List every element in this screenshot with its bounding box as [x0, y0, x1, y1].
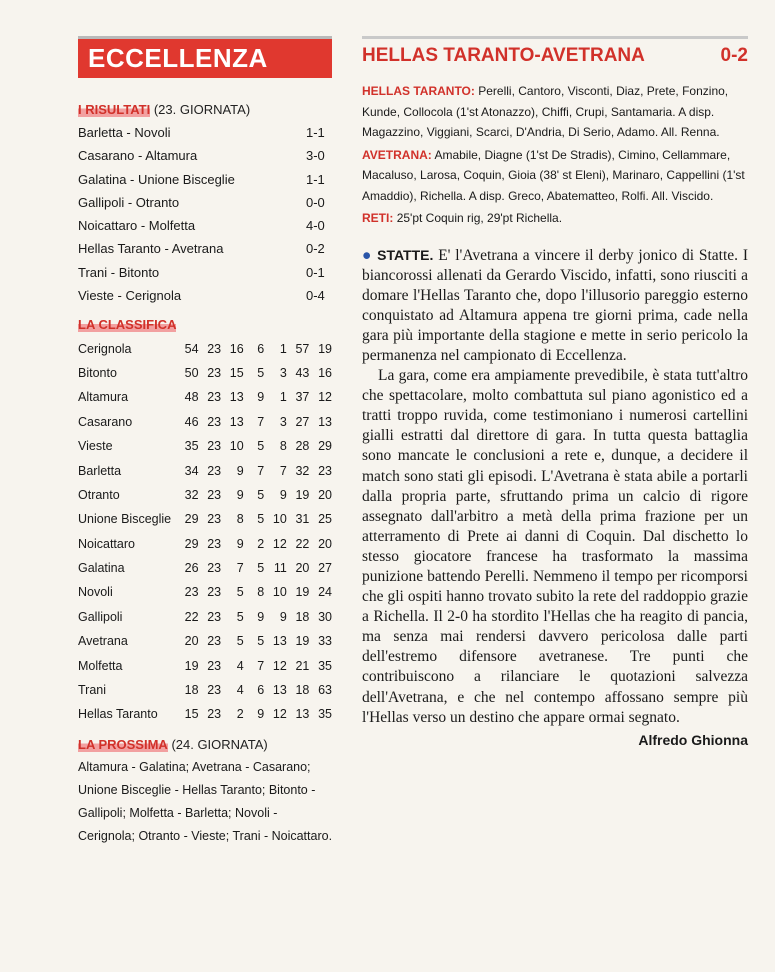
- stat-cell: 20: [318, 487, 332, 502]
- team-name: Trani: [78, 683, 107, 698]
- away-team-label: AVETRANA:: [362, 147, 432, 162]
- standings-row: [78, 580, 332, 604]
- article-paragraph-2: La gara, come era ampiamente prevedibile, è stata tutt'altro che spettacolare, molto combattuta sul piano agonistico ed a tratti troppo ruvida, come testimoniano i numerosi cartellini gialli estratti dal direttore di gara. In tutta questa battaglia sono mancate le conclusioni a rete e, dunque, a decidere il match sono stati gli episodi. L'Avetrana è stata abile a portarli dalla propria parte, sfruttando prima un calcio di rigore assegnato dall'arbitro a metà della prima frazione per un atterramento di Prete ai danni di Coquin. Dal dischetto lo stesso giocatore francese ha trasformato la massima punizione battendo Perelli. Nemmeno il tempo per ricomporsi che gli ospiti hanno trovato subito la rete del raddoppio grazie a Richella. Il 2-0 ha stordito l'Hellas che ha reagito di pancia, ma senza mai rendersi davvero pericolosa dalle parti dell'estremo difensore avetranese. Tre punti che contribuiscono a rilanciare le quotazioni salvezza dell'Avetrana, e che nel contempo affossano sempre più l'Hellas verso un destino che appare ormai segnato.: [362, 367, 748, 726]
- team-name: Novoli: [78, 585, 113, 600]
- stat-cell: 8: [257, 585, 265, 600]
- team-name: Otranto: [78, 487, 120, 502]
- stat-cell: 5: [236, 634, 244, 649]
- stat-cell: 19: [295, 634, 310, 649]
- stat-cell: 6: [257, 341, 265, 356]
- stat-cell: 1: [279, 390, 287, 405]
- stat-cell: 33: [318, 634, 332, 649]
- standings-row: [78, 653, 332, 677]
- stat-cell: 26: [184, 561, 199, 576]
- stat-cell: 23: [207, 561, 222, 576]
- league-banner: ECCELLENZA: [78, 36, 332, 78]
- result-score: 1-1: [306, 125, 325, 140]
- stat-cell: 23: [207, 683, 222, 698]
- stat-cell: 29: [318, 439, 332, 454]
- stat-cell: 13: [229, 414, 244, 429]
- standings-row: [78, 678, 332, 702]
- stat-cell: 7: [257, 463, 265, 478]
- team-name: Casarano: [78, 414, 133, 429]
- match-title: HELLAS TARANTO-AVETRANA: [362, 45, 645, 66]
- next-round: (24. GIORNATA): [171, 736, 268, 752]
- result-teams: Casarano - Altamura: [78, 148, 198, 164]
- right-column: [362, 36, 748, 750]
- result-row: [78, 191, 336, 214]
- standings-row: [78, 532, 332, 556]
- stat-cell: 3: [279, 414, 287, 429]
- standings-title: LA CLASSIFICA: [78, 317, 177, 333]
- stat-cell: 29: [184, 536, 199, 551]
- stat-cell: 32: [184, 487, 199, 502]
- stat-cell: 31: [295, 512, 310, 527]
- stat-cell: 23: [207, 707, 222, 722]
- home-lineup: Perelli, Cantoro, Visconti, Diaz, Prete, Fonzino, Kunde, Collocola (1'st Atonazzo), Chiffi, Crupi, Santamaria. A disp. Magazzino, Viggiani, Scarci, D'Andria, Di Serio, Adamo. All. Renna.: [362, 84, 729, 139]
- stat-cell: 23: [207, 658, 222, 673]
- stat-cell: 18: [295, 683, 310, 698]
- standings-table: [78, 336, 332, 726]
- stat-cell: 10: [272, 585, 287, 600]
- stat-cell: 27: [295, 414, 310, 429]
- stat-cell: 50: [184, 365, 199, 380]
- match-score: 0-2: [720, 45, 748, 66]
- stat-cell: 5: [257, 512, 265, 527]
- stat-cell: 20: [184, 634, 199, 649]
- result-teams: Gallipoli - Otranto: [78, 194, 180, 210]
- result-score: 3-0: [306, 148, 325, 164]
- stat-cell: 35: [318, 658, 332, 673]
- stat-cell: 23: [207, 390, 222, 405]
- standings-row: [78, 702, 332, 726]
- stat-cell: 23: [207, 414, 222, 429]
- standings-row: [78, 434, 332, 458]
- stat-cell: 23: [207, 341, 222, 356]
- stat-cell: 30: [318, 609, 332, 624]
- stat-cell: 22: [295, 536, 310, 551]
- team-name: Noicattaro: [78, 536, 135, 551]
- stat-cell: 15: [229, 365, 244, 380]
- dateline: STATTE.: [377, 246, 434, 263]
- team-name: Vieste: [78, 439, 113, 454]
- goals-label: RETI:: [362, 211, 394, 225]
- stat-cell: 10: [272, 512, 287, 527]
- results-title: I RISULTATI: [78, 102, 151, 117]
- stat-cell: 5: [236, 609, 244, 624]
- stat-cell: 20: [318, 536, 332, 551]
- stat-cell: 18: [184, 683, 199, 698]
- result-teams: Hellas Taranto - Avetrana: [78, 241, 224, 257]
- stat-cell: 8: [236, 512, 244, 527]
- stat-cell: 35: [184, 439, 199, 454]
- result-row: [78, 284, 336, 307]
- stat-cell: 9: [257, 707, 265, 722]
- stat-cell: 9: [279, 487, 287, 502]
- stat-cell: 29: [184, 512, 199, 527]
- stat-cell: 9: [236, 487, 244, 502]
- stat-cell: 13: [229, 390, 244, 405]
- stat-cell: 23: [207, 634, 222, 649]
- stat-cell: 23: [207, 365, 222, 380]
- stat-cell: 2: [236, 707, 244, 722]
- left-column: [78, 36, 336, 848]
- standings-row: [78, 361, 332, 385]
- stat-cell: 6: [257, 683, 265, 698]
- stat-cell: 57: [295, 341, 310, 356]
- standings-row: [78, 385, 332, 409]
- result-row: [78, 168, 336, 191]
- stat-cell: 43: [295, 365, 310, 380]
- stat-cell: 46: [184, 414, 199, 429]
- stat-cell: 23: [207, 463, 222, 478]
- result-score: 0-2: [306, 241, 325, 257]
- result-score: 0-1: [306, 264, 325, 280]
- paragraph-1-text: E' l'Avetrana a vincere il derby jonico di Statte. I biancorossi allenati da Gerardo Viscido, infatti, sono riusciti a domare l'Hellas Taranto che, dopo l'illusorio pareggio esterno conquistato ad Altamura appena tre giorni prima, cade nella gara più importante della stagione e mette in serio pericolo la permanenza nel campionato di Eccellenza.: [362, 246, 748, 364]
- standings-row: [78, 336, 332, 360]
- result-teams: Galatina - Unione Bisceglie: [78, 171, 235, 187]
- next-heading: [78, 737, 336, 752]
- result-teams: Noicattaro - Molfetta: [78, 218, 196, 234]
- home-team-label: HELLAS TARANTO:: [362, 84, 475, 98]
- stat-cell: 1: [279, 341, 287, 356]
- result-teams: Vieste - Cerignola: [78, 288, 182, 304]
- stat-cell: 19: [318, 341, 332, 356]
- team-name: Galatina: [78, 561, 125, 576]
- stat-cell: 9: [236, 536, 244, 551]
- match-header: [362, 36, 748, 67]
- stat-cell: 13: [272, 683, 287, 698]
- stat-cell: 5: [257, 439, 265, 454]
- stat-cell: 5: [236, 585, 244, 600]
- stat-cell: 3: [279, 365, 287, 380]
- stat-cell: 23: [207, 536, 222, 551]
- stat-cell: 23: [207, 609, 222, 624]
- team-name: Unione Bisceglie: [78, 512, 172, 527]
- result-row: [78, 121, 336, 144]
- stat-cell: 23: [207, 585, 222, 600]
- team-name: Altamura: [78, 390, 129, 405]
- stat-cell: 37: [295, 390, 310, 405]
- stat-cell: 23: [207, 487, 222, 502]
- stat-cell: 34: [184, 463, 199, 478]
- stat-cell: 9: [279, 609, 287, 624]
- stat-cell: 16: [229, 341, 244, 356]
- stat-cell: 5: [257, 561, 265, 576]
- stat-cell: 12: [318, 390, 332, 405]
- stat-cell: 54: [184, 341, 199, 356]
- stat-cell: 7: [257, 414, 265, 429]
- stat-cell: 9: [236, 463, 244, 478]
- stat-cell: 16: [318, 365, 332, 380]
- stat-cell: 19: [295, 585, 310, 600]
- stat-cell: 19: [295, 487, 310, 502]
- stat-cell: 9: [257, 609, 265, 624]
- team-name: Molfetta: [78, 658, 123, 673]
- stat-cell: 35: [318, 707, 332, 722]
- standings-heading: [78, 317, 336, 332]
- lineups: [362, 81, 748, 229]
- stat-cell: 23: [207, 439, 222, 454]
- stat-cell: 18: [295, 609, 310, 624]
- stat-cell: 22: [184, 609, 199, 624]
- stat-cell: 48: [184, 390, 199, 405]
- stat-cell: 12: [272, 536, 287, 551]
- home-lineup-block: [362, 81, 748, 143]
- stat-cell: 25: [318, 512, 332, 527]
- team-name: Bitonto: [78, 365, 117, 380]
- standings-row: [78, 483, 332, 507]
- stat-cell: 13: [318, 414, 332, 429]
- standings-row: [78, 458, 332, 482]
- stat-cell: 20: [295, 561, 310, 576]
- stat-cell: 23: [207, 512, 222, 527]
- stat-cell: 27: [318, 561, 332, 576]
- stat-cell: 24: [318, 585, 332, 600]
- stat-cell: 32: [295, 463, 310, 478]
- team-name: Hellas Taranto: [78, 707, 158, 722]
- result-score: 1-1: [306, 171, 325, 187]
- result-score: 4-0: [306, 218, 325, 234]
- standings-row: [78, 629, 332, 653]
- stat-cell: 12: [272, 658, 287, 673]
- standings-row: [78, 556, 332, 580]
- away-lineup: Amabile, Diagne (1'st De Stradis), Cimino, Cellammare, Macaluso, Larosa, Coquin, Gioia (38' st Eleni), Marinaro, Cappellini (1'st Amaddio), Richella. A disp. Greco, Abatematteo, Rolfi. All. Viscido.: [362, 147, 745, 203]
- result-teams: Barletta - Novoli: [78, 125, 171, 140]
- stat-cell: 9: [257, 390, 265, 405]
- team-name: Avetrana: [78, 634, 128, 649]
- author-byline: Alfredo Ghionna: [638, 731, 748, 748]
- away-lineup-block: [362, 145, 748, 207]
- stat-cell: 4: [236, 658, 244, 673]
- results-heading: [78, 102, 336, 117]
- results-round: (23. GIORNATA): [153, 102, 251, 117]
- standings-row: [78, 605, 332, 629]
- stat-cell: 4: [236, 683, 244, 698]
- stat-cell: 21: [295, 658, 310, 673]
- result-score: 0-4: [306, 288, 325, 304]
- result-row: [78, 237, 336, 260]
- standings-row: [78, 507, 332, 531]
- stat-cell: 28: [295, 439, 310, 454]
- stat-cell: 13: [295, 707, 310, 722]
- stat-cell: 7: [257, 658, 265, 673]
- stat-cell: 7: [236, 561, 244, 576]
- standings-row: [78, 410, 332, 434]
- stat-cell: 5: [257, 487, 265, 502]
- article-paragraph-1: [362, 245, 748, 367]
- result-teams: Trani - Bitonto: [78, 264, 160, 280]
- stat-cell: 63: [318, 683, 332, 698]
- stat-cell: 5: [257, 365, 265, 380]
- stat-cell: 8: [279, 439, 287, 454]
- goals-block: [362, 208, 748, 229]
- team-name: Barletta: [78, 463, 122, 478]
- results-list: [78, 121, 336, 307]
- next-title: LA PROSSIMA: [78, 736, 168, 752]
- team-name: Cerignola: [78, 341, 132, 356]
- stat-cell: 12: [272, 707, 287, 722]
- team-name: Gallipoli: [78, 609, 123, 624]
- stat-cell: 11: [273, 561, 287, 576]
- stat-cell: 15: [184, 707, 199, 722]
- bullet-icon: ●: [362, 246, 373, 264]
- article-body: [362, 245, 748, 750]
- stat-cell: 23: [318, 463, 332, 478]
- result-score: 0-0: [306, 194, 325, 210]
- stat-cell: 23: [184, 585, 199, 600]
- stat-cell: 7: [279, 463, 287, 478]
- stat-cell: 5: [257, 634, 265, 649]
- result-row: [78, 144, 336, 167]
- stat-cell: 13: [272, 634, 287, 649]
- next-fixtures: Altamura - Galatina; Avetrana - Casarano; Unione Bisceglie - Hellas Taranto; Bitonto - Gallipoli; Molfetta - Barletta; Novoli - Cerignola; Otranto - Vieste; Trani - Noicattaro.: [78, 759, 333, 843]
- stat-cell: 19: [184, 658, 199, 673]
- goals-text: 25'pt Coquin rig, 29'pt Richella.: [396, 211, 563, 225]
- stat-cell: 2: [257, 536, 265, 551]
- result-row: [78, 261, 336, 284]
- stat-cell: 10: [229, 439, 244, 454]
- result-row: [78, 214, 336, 237]
